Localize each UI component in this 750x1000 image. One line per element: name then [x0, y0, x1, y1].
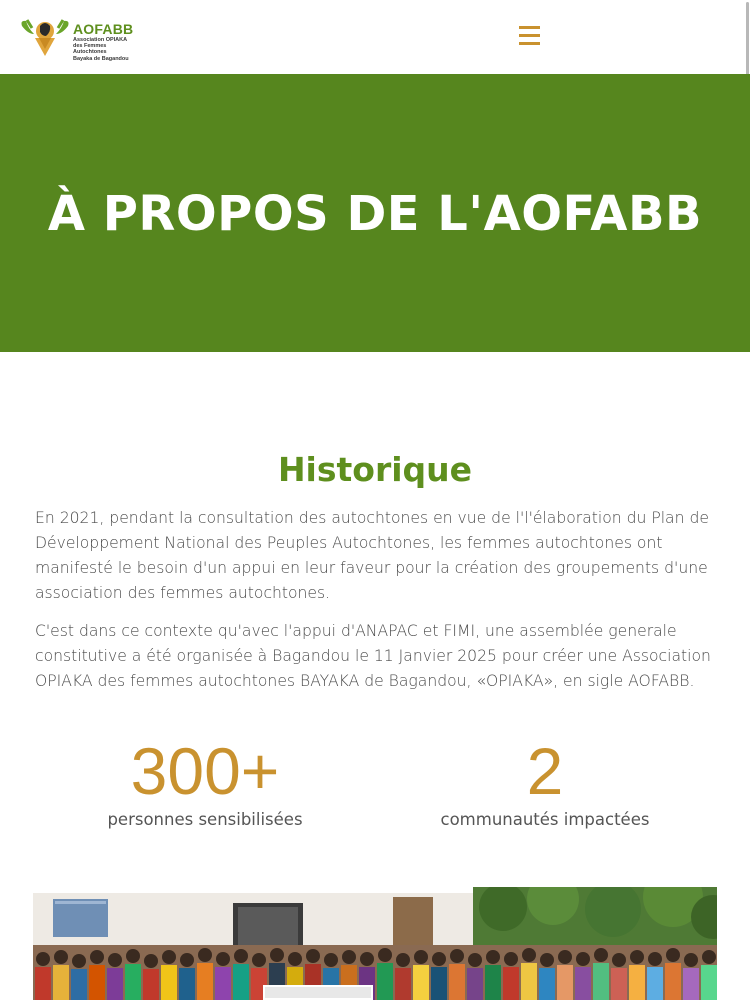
stat-value: 300+ — [130, 734, 280, 808]
site-header — [0, 0, 750, 74]
history-paragraph-2: C'est dans ce contexte qu'avec l'appui d'ANAPAC et FIMI, une assemblée generale constitutive a été organisée à Bagandou le 11 Janvier 2025 pour créer une Association OPIAKA des femmes autochtones BAYAKA de Bagandou, «OPIAKA», en sigle AOFABB. — [35, 622, 711, 690]
page-title: À PROPOS DE L'AOFABB — [47, 186, 703, 242]
hero-banner — [0, 74, 750, 352]
logo-subtitle: Association OPIAKA des Femmes Autochtones Bayaka de Bagandou — [73, 37, 129, 62]
stat-label: communautés impactées — [440, 810, 650, 829]
stat-people-sensitized — [55, 734, 355, 829]
stat-value: 2 — [526, 734, 564, 808]
logo-title: AOFABB — [73, 21, 134, 37]
group-photo — [33, 887, 717, 1000]
stat-label: personnes sensibilisées — [107, 810, 303, 829]
hamburger-menu-icon[interactable] — [519, 26, 541, 46]
site-logo[interactable] — [18, 16, 138, 62]
history-heading: Historique — [277, 450, 473, 489]
history-paragraph-1: En 2021, pendant la consultation des autochtones en vue de l'l'élaboration du Plan de Développement National des Peuples Autochtones, les femmes autochtones ont manifesté le besoin d'un appui en leur faveur pour la création des groupements d'une association des femmes autochtones. — [35, 509, 709, 602]
stat-communities-impacted — [395, 734, 695, 829]
logo-emblem-icon — [18, 16, 72, 58]
